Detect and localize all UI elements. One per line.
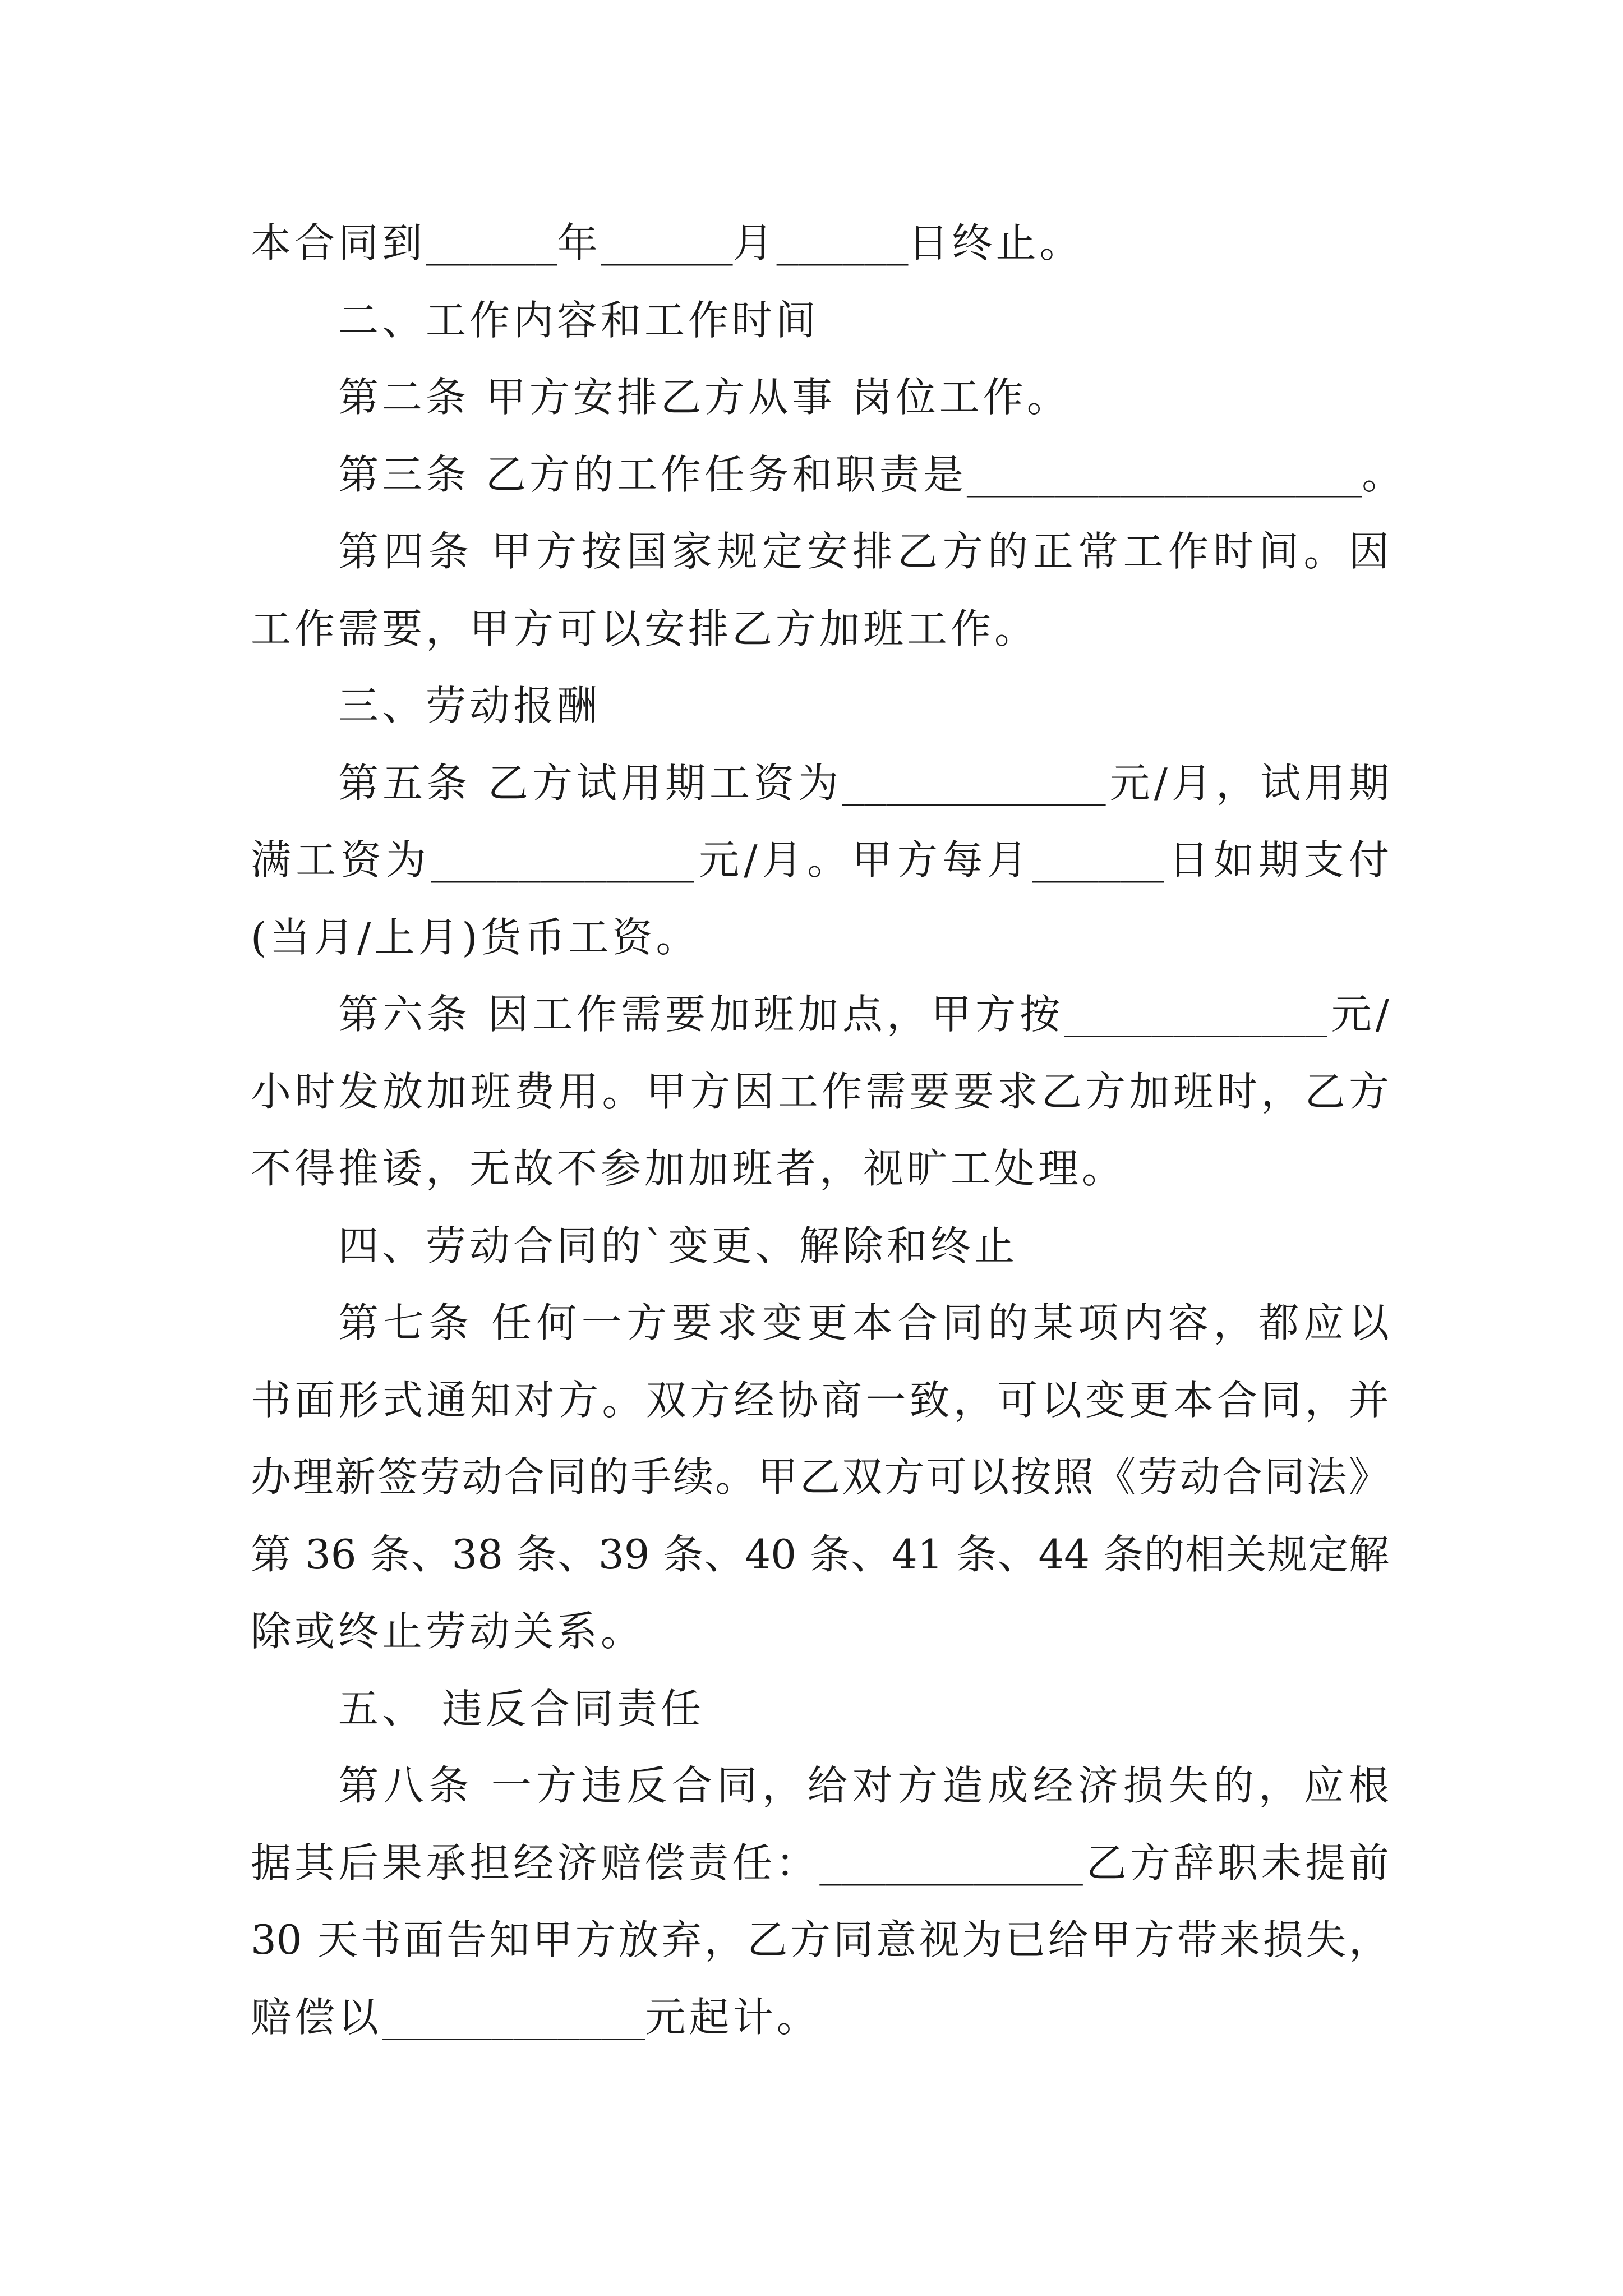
text-run: 三、劳动报酬 [338,682,601,729]
text-run: 第三条 乙方的工作任务和职责是 [338,450,967,498]
text-run: 第四条 甲方按国家规定安排乙方的正常工作时间。因 [338,528,1389,575]
text-run: 办理新签劳动合同的手续。甲乙双方可以按照《劳动合同法》 [251,1453,1389,1501]
fill-in-blank: ______ [1032,841,1164,883]
text-run: 30 天书面告知甲方放弃，乙方同意视为已给甲方带来损失， [251,1916,1389,1963]
text-run: 第七条 任何一方要求变更本合同的某项内容，都应以 [338,1299,1389,1346]
text-line [251,1053,1389,1131]
text-run: 小时发放加班费用。甲方因工作需要要求乙方加班时，乙方 [251,1068,1389,1115]
text-run: 第 36 条、38 条、39 条、40 条、41 条、44 条的相关规定解 [251,1530,1389,1578]
text-run: 月 [732,219,777,266]
text-line [251,668,1389,745]
text-line [251,1979,1389,2056]
fill-in-blank: __________________ [966,455,1362,498]
text-run: 不得推诿，无故不参加加班者，视旷工处理。 [251,1145,1126,1192]
article-7 [251,1285,1389,1671]
text-run: 工作需要，甲方可以安排乙方加班工作。 [251,605,1039,652]
text-run: 除或终止劳动关系。 [251,1608,645,1655]
text-line [251,282,1389,360]
text-run: 据其后果承担经济赔偿责任： [251,1839,820,1887]
fill-in-blank: ____________ [431,841,694,883]
text-line [251,1516,1389,1594]
text-line [251,513,1389,591]
text-run: 元/月，试用期 [1105,759,1390,807]
text-line [251,1208,1389,1285]
text-line [251,1362,1389,1439]
text-run: 第二条 甲方安排乙方从事 岗位工作。 [338,374,1071,421]
fill-in-blank: ____________ [1064,995,1327,1037]
fill-in-blank: ____________ [819,1843,1083,1886]
text-run: 年 [557,219,601,266]
text-line [251,1825,1389,1902]
text-run: 赔偿以 [251,1993,382,2041]
fill-in-blank: ______ [776,224,909,266]
section-heading [251,668,1389,745]
fill-in-blank: ____________ [842,763,1106,806]
text-run: 四、劳动合同的`变更、解除和终止 [338,1222,1018,1269]
text-line [251,976,1389,1053]
text-line [251,436,1406,514]
text-line [251,822,1389,899]
text-run: 二、工作内容和工作时间 [338,296,820,344]
article-6 [251,976,1389,1208]
text-run: 。 [1362,450,1406,498]
text-run: 本合同到 [251,219,426,266]
text-run: 第八条 一方违反合同，给对方造成经济损失的，应根 [338,1762,1389,1809]
section-heading [251,282,1389,360]
article-3 [251,436,1406,514]
text-run: 元起计。 [645,1993,820,2041]
fill-in-blank: ______ [426,224,557,266]
text-line [251,1439,1389,1516]
text-line [251,591,1389,668]
text-run: 满工资为 [251,836,431,884]
continued-paragraph [251,205,1389,282]
article-4 [251,513,1389,668]
text-line [251,359,1389,436]
text-run: (当月/上月)货币工资。 [251,913,700,961]
text-run: 书面形式通知对方。双方经协商一致，可以变更本合同，并 [251,1376,1389,1424]
section-heading [251,1208,1389,1285]
article-8 [251,1747,1389,2056]
article-5 [251,745,1389,977]
text-run: 日如期支付 [1164,836,1389,884]
section-heading [251,1671,1389,1748]
text-line [251,899,1389,977]
text-run: 第六条 因工作需要加班加点，甲方按 [338,991,1064,1038]
text-line [251,745,1389,822]
document-body [251,205,1406,2056]
text-run: 日终止。 [908,219,1083,266]
text-run: 乙方辞职未提前 [1082,1839,1389,1887]
text-line [251,1593,1389,1671]
fill-in-blank: ____________ [382,1998,645,2040]
text-line [251,1902,1389,1979]
text-run: 五、 违反合同责任 [338,1685,704,1732]
text-line [251,1285,1389,1362]
fill-in-blank: ______ [601,224,733,266]
text-run: 元/月。甲方每月 [694,836,1032,884]
text-run: 第五条 乙方试用期工资为 [338,759,843,807]
text-line [251,1747,1389,1825]
text-line [251,1671,1389,1748]
article-2 [251,359,1389,436]
text-line [251,1130,1389,1208]
text-run: 元/ [1327,991,1390,1038]
text-line [251,205,1389,282]
